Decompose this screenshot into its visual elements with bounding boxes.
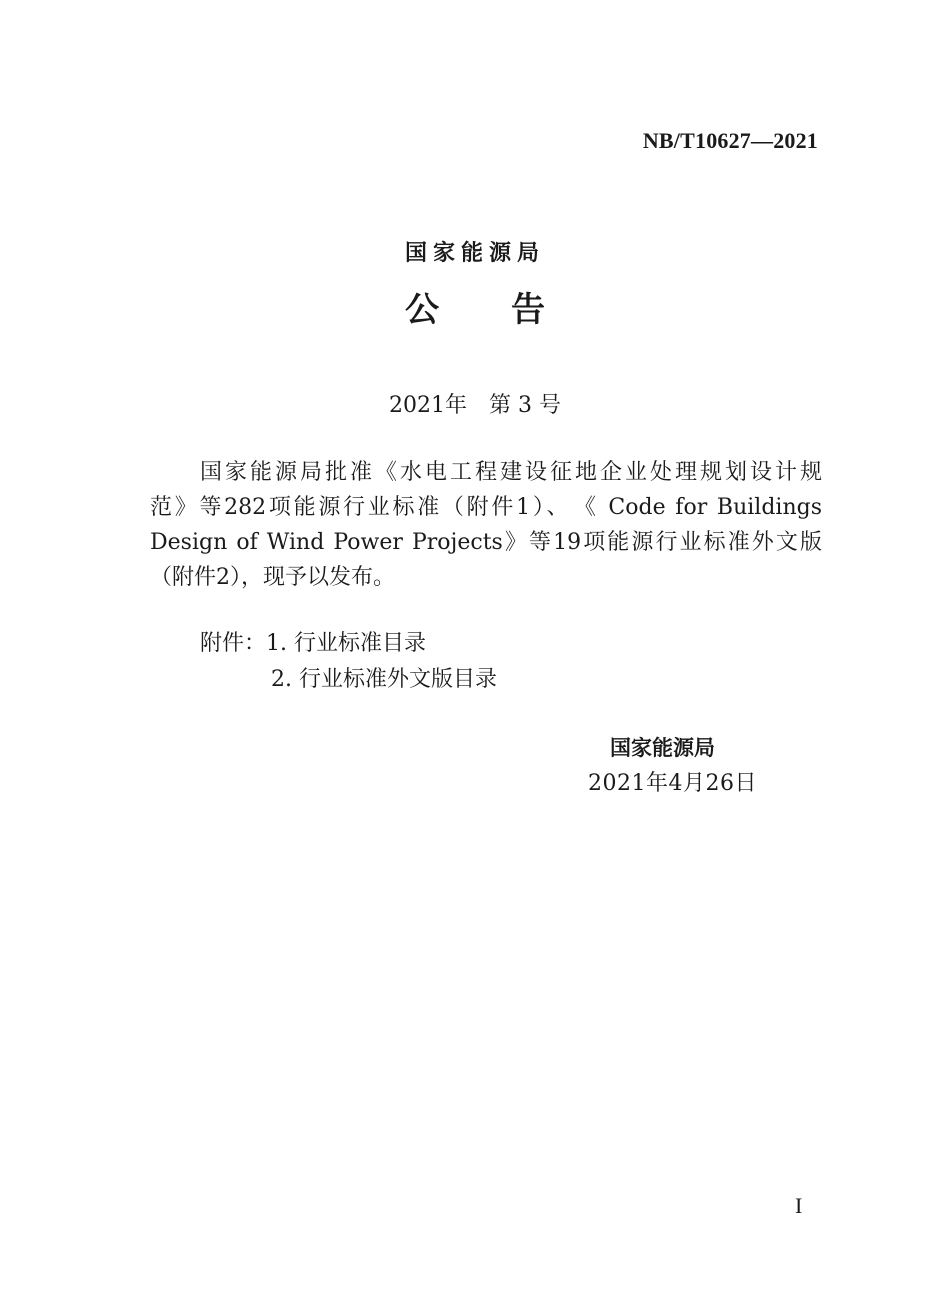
page-number: I bbox=[795, 1193, 803, 1218]
standard-code: NB/T10627—2021 bbox=[642, 128, 818, 153]
issuer-heading: 国家能源局 bbox=[404, 241, 545, 266]
body-line-2: 范》等282项能源行业标准（附件1）、 《 Code for Buildings bbox=[150, 495, 822, 520]
signature-issuer: 国家能源局 bbox=[610, 736, 715, 760]
attachment-item-1: 附件：1. 行业标准目录 bbox=[200, 631, 426, 656]
title-char-2: 告 bbox=[511, 290, 545, 330]
body-line-1: 国家能源局批准《水电工程建设征地企业处理规划设计规 bbox=[150, 460, 822, 485]
title-char-1: 公 bbox=[405, 290, 439, 330]
announcement-body bbox=[150, 455, 822, 595]
body-line-4: （附件2），现予以发布。 bbox=[150, 565, 395, 590]
body-line-3: Design of Wind Power Projects》等19项能源行业标准外文版 bbox=[150, 530, 822, 555]
announcement-title bbox=[0, 282, 950, 331]
signature-date: 2021年4月26日 bbox=[588, 771, 757, 796]
attachment-item-2: 2. 行业标准外文版目录 bbox=[271, 667, 497, 692]
announcement-number: 2021年 第 3 号 bbox=[389, 393, 561, 418]
